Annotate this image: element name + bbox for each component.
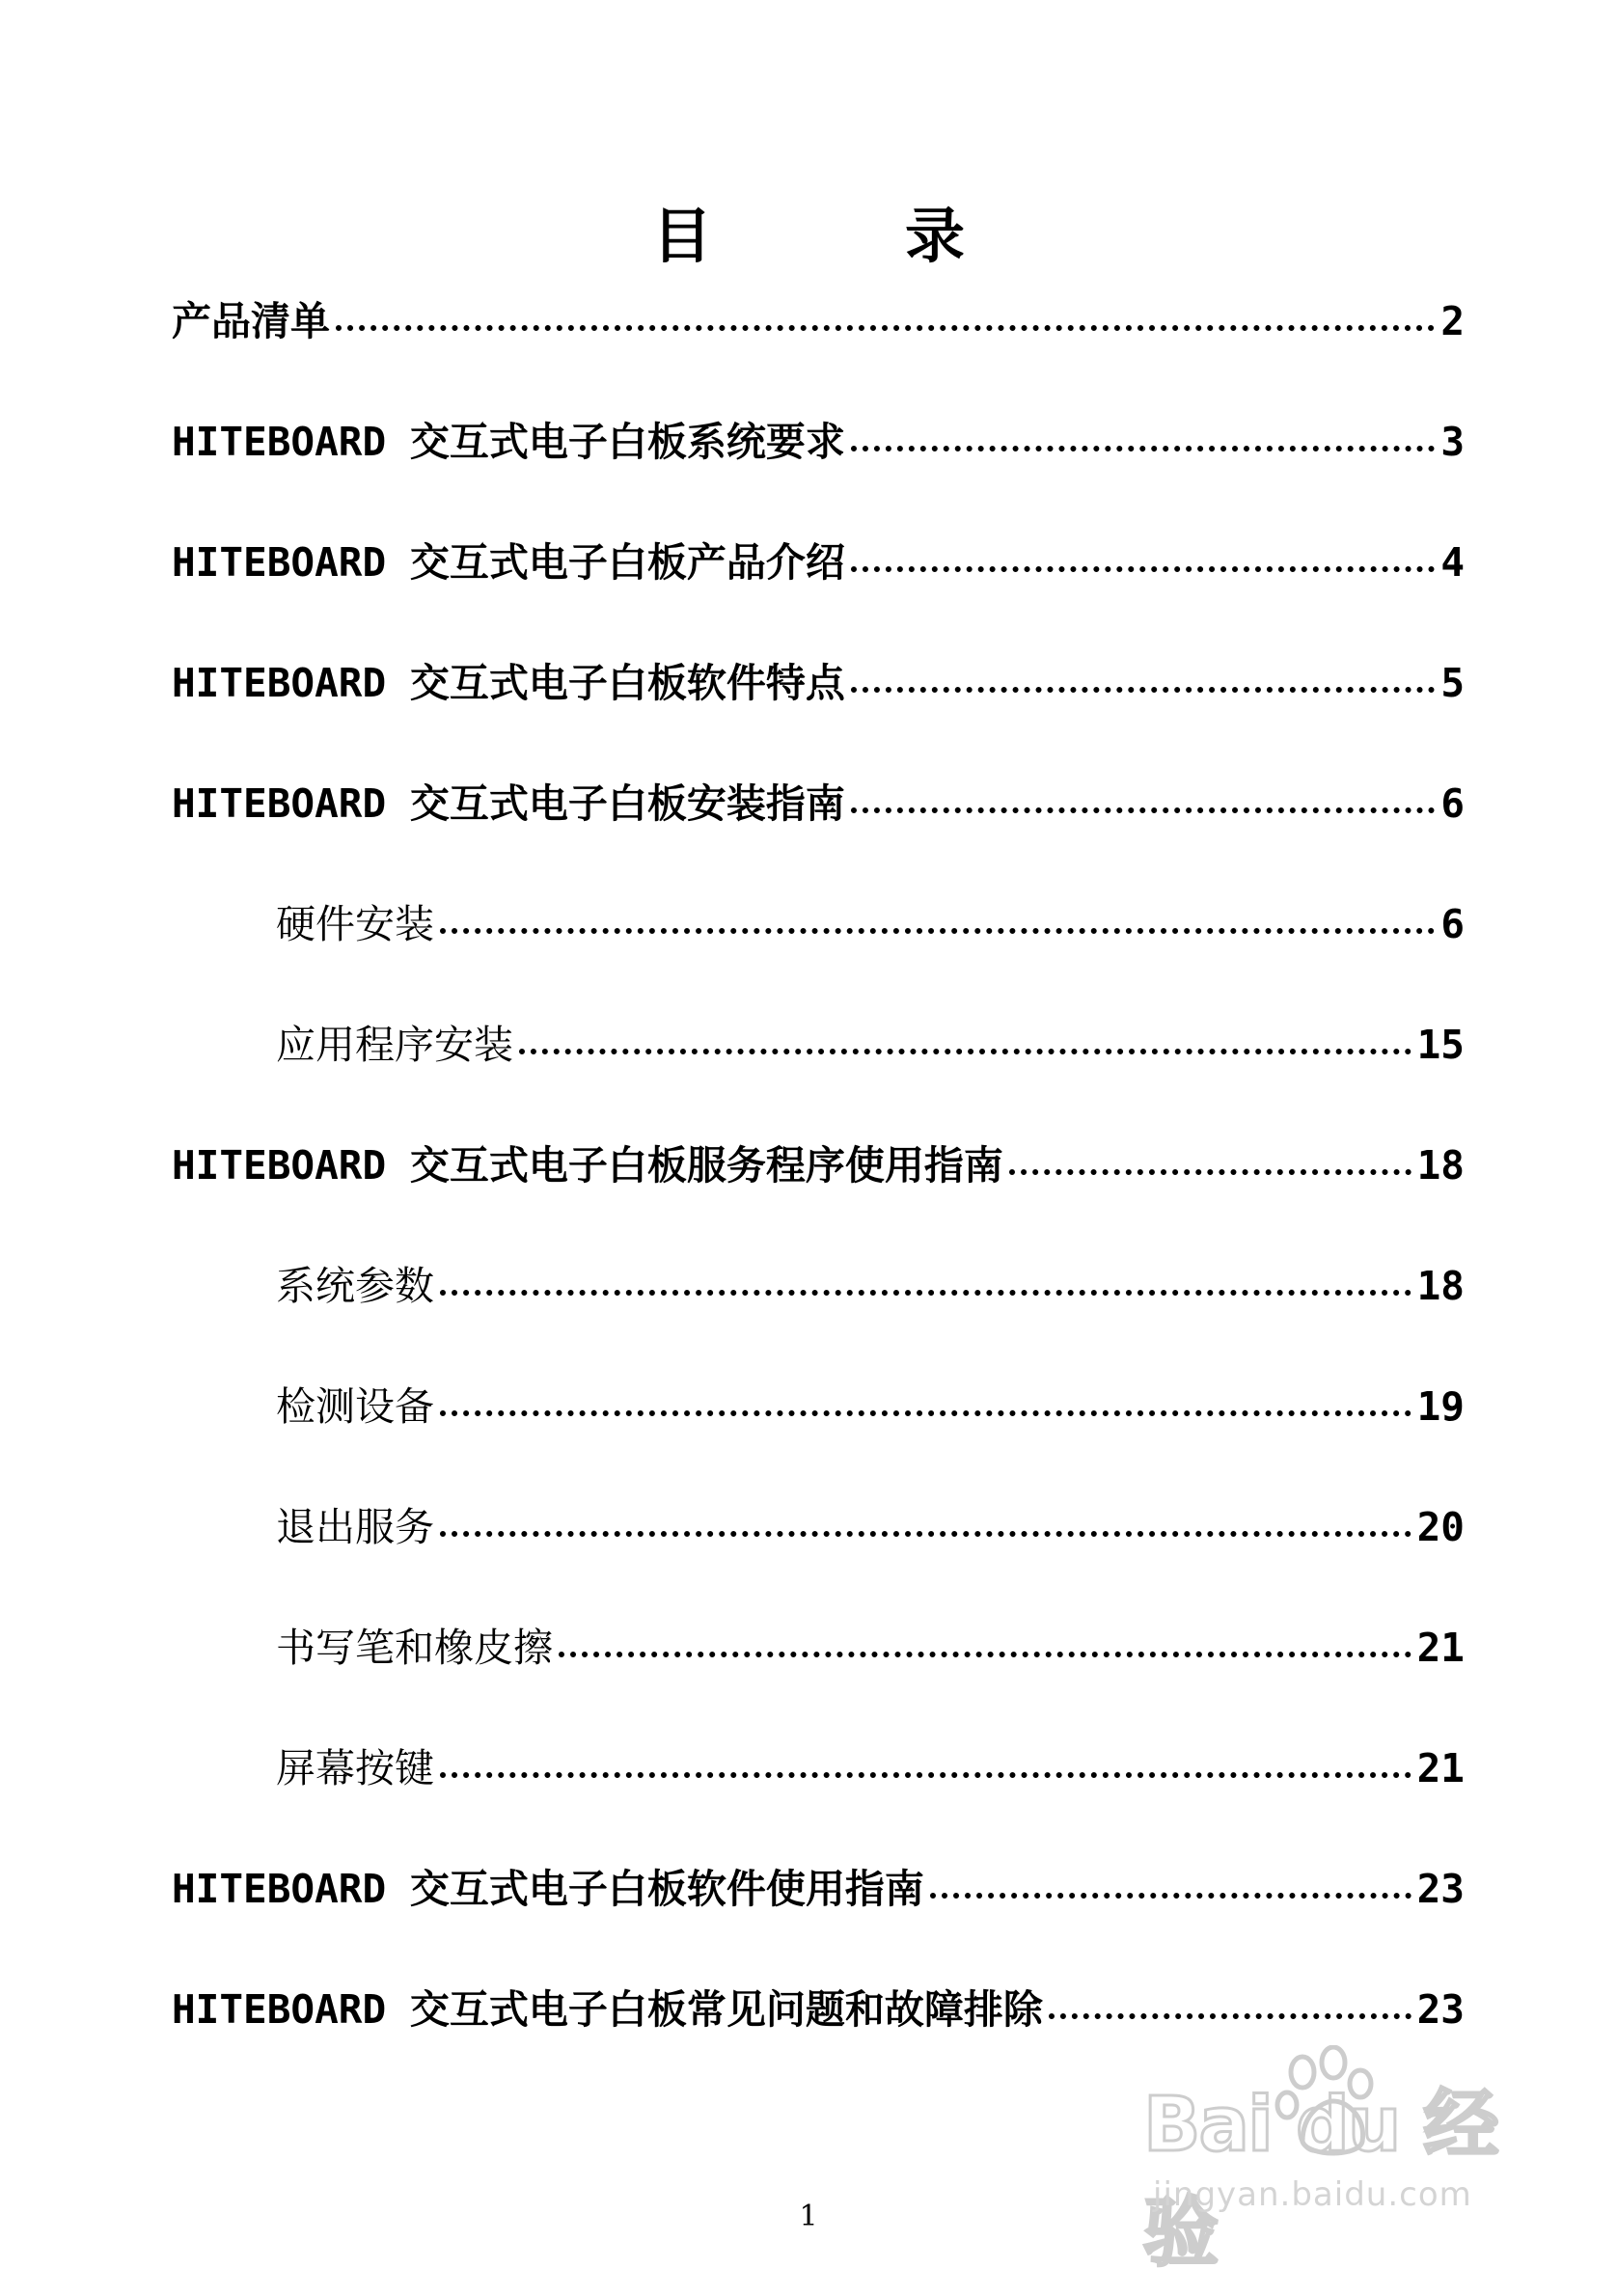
toc-entry-text: HITEBOARD 交互式电子白板软件特点 <box>172 660 845 706</box>
watermark-url: jingyan.baidu.com <box>1153 2175 1472 2214</box>
toc-subentry[interactable] <box>172 1495 1465 1616</box>
dot-leader <box>851 807 1435 813</box>
toc-entry-text: 屏幕按键 <box>276 1745 434 1791</box>
toc-entry-page: 19 <box>1416 1383 1465 1430</box>
toc-entry[interactable] <box>172 772 1465 892</box>
toc-title: 目录 <box>651 201 1158 271</box>
dot-leader <box>440 928 1435 934</box>
toc-entry-page: 4 <box>1440 539 1465 586</box>
toc-entry-text: HITEBOARD 交互式电子白板安装指南 <box>172 780 845 827</box>
toc-entry-page: 23 <box>1416 1986 1465 2033</box>
toc-subentry[interactable] <box>172 1254 1465 1375</box>
toc-entry-text: HITEBOARD 交互式电子白板常见问题和故障排除 <box>172 1986 1043 2033</box>
toc-entry-text: 应用程序安装 <box>276 1022 513 1068</box>
dot-leader <box>440 1290 1411 1296</box>
dot-leader <box>930 1893 1411 1899</box>
toc-entry-page: 18 <box>1416 1263 1465 1309</box>
dot-leader <box>559 1652 1411 1657</box>
toc-subentry[interactable] <box>172 1616 1465 1736</box>
toc-entry-text: HITEBOARD 交互式电子白板软件使用指南 <box>172 1866 924 1912</box>
toc-entry-text: 硬件安装 <box>276 901 434 947</box>
toc-entry-page: 18 <box>1416 1142 1465 1189</box>
toc-entry-page: 2 <box>1440 298 1465 344</box>
toc-subentry[interactable] <box>172 1736 1465 1857</box>
dot-leader <box>851 687 1435 693</box>
toc-subentry[interactable] <box>172 1375 1465 1495</box>
toc-entry-page: 5 <box>1440 660 1465 706</box>
toc-entry-text: 检测设备 <box>276 1383 434 1430</box>
dot-leader <box>440 1531 1411 1537</box>
toc-entry[interactable] <box>172 531 1465 651</box>
dot-leader <box>440 1410 1411 1416</box>
toc-entry-page: 6 <box>1440 780 1465 827</box>
toc-entry[interactable] <box>172 289 1465 410</box>
toc-entry-page: 21 <box>1416 1625 1465 1671</box>
toc-entry-text: 退出服务 <box>276 1504 434 1550</box>
toc-entry-page: 20 <box>1416 1504 1465 1550</box>
toc-entry[interactable] <box>172 410 1465 531</box>
toc-entry-text: 书写笔和橡皮擦 <box>276 1625 553 1671</box>
toc-entry-page: 3 <box>1440 419 1465 465</box>
toc-entry-text: 系统参数 <box>276 1263 434 1309</box>
toc-entry-text: 产品清单 <box>172 298 330 344</box>
toc-entry-text: HITEBOARD 交互式电子白板服务程序使用指南 <box>172 1142 1003 1189</box>
dot-leader <box>1049 2013 1411 2019</box>
toc-entry-page: 15 <box>1416 1022 1465 1068</box>
dot-leader <box>336 325 1435 331</box>
toc-subentry[interactable] <box>172 892 1465 1013</box>
watermark-logo-text: Bai du 经验 <box>1143 2082 1497 2277</box>
toc-entry[interactable] <box>172 651 1465 772</box>
dot-leader <box>519 1049 1411 1054</box>
toc-entry[interactable] <box>172 1134 1465 1254</box>
toc-entry-text: HITEBOARD 交互式电子白板产品介绍 <box>172 539 845 586</box>
dot-leader <box>440 1772 1411 1778</box>
page-number: 1 <box>799 2200 818 2233</box>
dot-leader <box>1009 1169 1411 1175</box>
toc-list <box>172 289 1465 2098</box>
toc-entry-page: 23 <box>1416 1866 1465 1912</box>
dot-leader <box>851 566 1435 572</box>
toc-entry-page: 21 <box>1416 1745 1465 1791</box>
toc-entry[interactable] <box>172 1857 1465 1978</box>
toc-entry-page: 6 <box>1440 901 1465 947</box>
toc-entry-text: HITEBOARD 交互式电子白板系统要求 <box>172 419 845 465</box>
dot-leader <box>851 446 1435 451</box>
toc-subentry[interactable] <box>172 1013 1465 1134</box>
